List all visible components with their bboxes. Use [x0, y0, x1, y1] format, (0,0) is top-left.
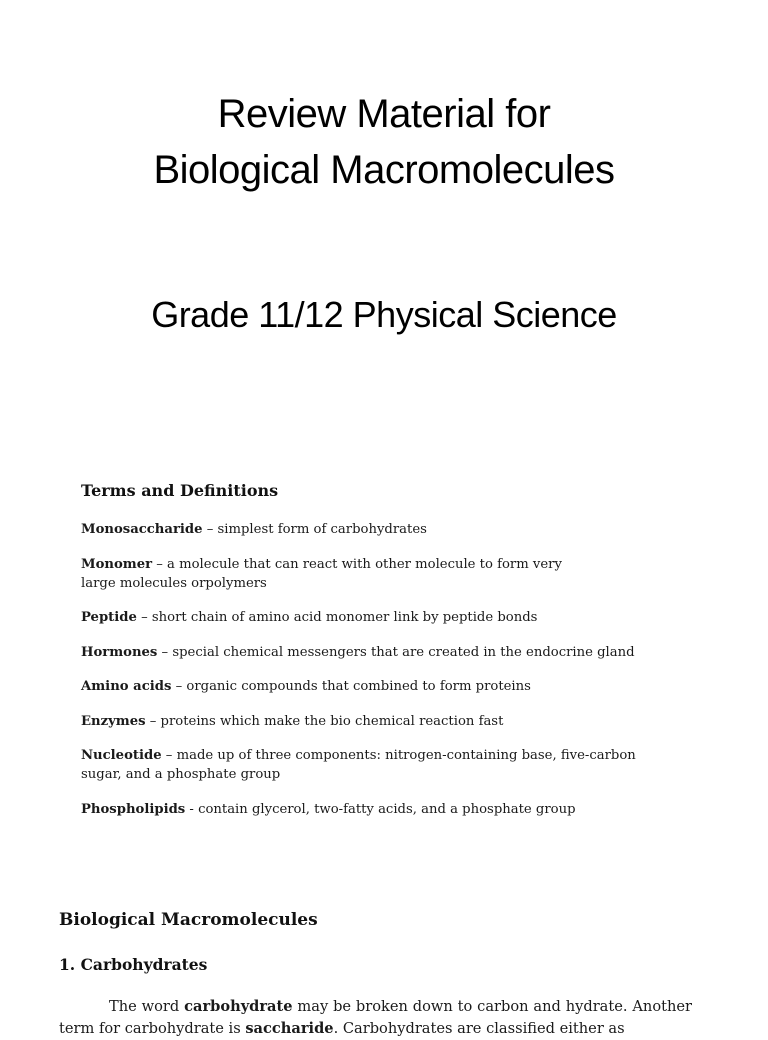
term-definition: – proteins which make the bio chemical reaction fast	[145, 713, 504, 729]
document-title	[0, 86, 768, 198]
paragraph-bold-term: saccharide	[245, 1020, 334, 1037]
subsection-heading: 1. Carbohydrates	[59, 955, 208, 974]
paragraph-text: may be broken down to carbon and hydrate. Another term for carbohydrate is	[59, 998, 692, 1037]
term-item-nucleotide	[81, 746, 666, 784]
paragraph-text: . Carbohydrates are classified either as	[333, 1020, 625, 1037]
section-heading: Biological Macromolecules	[59, 910, 318, 930]
title-line-2: Biological Macromolecules	[153, 148, 615, 192]
term-item-hormones	[81, 643, 701, 662]
term-name: Monomer	[81, 556, 153, 572]
term-definition: – a molecule that can react with other molecule to form very large molecules orpolymers	[81, 556, 562, 591]
paragraph-text: The word	[109, 998, 185, 1015]
terms-list	[81, 520, 701, 834]
document-subtitle: Grade 11/12 Physical Science	[151, 294, 617, 335]
term-name: Nucleotide	[81, 748, 162, 763]
term-name: Peptide	[81, 610, 137, 625]
term-name: Enzymes	[81, 713, 146, 729]
term-definition: – simplest form of carbohydrates	[202, 522, 427, 537]
term-definition: – organic compounds that combined to form proteins	[171, 679, 531, 694]
terms-heading: Terms and Definitions	[81, 481, 279, 500]
term-name: Phospholipids	[81, 801, 186, 817]
term-definition: – special chemical messengers that are created in the endocrine gland	[157, 644, 635, 660]
term-item-enzymes	[81, 712, 701, 731]
term-name: Monosaccharide	[81, 522, 203, 537]
term-item-phospholipids	[81, 800, 701, 819]
term-definition: - contain glycerol, two-fatty acids, and a phosphate group	[185, 801, 576, 817]
term-item-monosaccharide	[81, 520, 701, 539]
term-item-amino-acids	[81, 677, 701, 696]
term-definition: – made up of three components: nitrogen-containing base, five-carbon sugar, and a phosphate group	[81, 748, 636, 782]
term-item-monomer	[81, 555, 586, 593]
paragraph-bold-term: carbohydrate	[184, 998, 293, 1015]
term-name: Hormones	[81, 644, 158, 660]
title-line-1: Review Material for	[217, 92, 551, 136]
body-paragraph	[59, 996, 692, 1040]
term-item-peptide	[81, 608, 701, 627]
term-definition: – short chain of amino acid monomer link by peptide bonds	[136, 610, 538, 625]
term-name: Amino acids	[81, 679, 172, 694]
